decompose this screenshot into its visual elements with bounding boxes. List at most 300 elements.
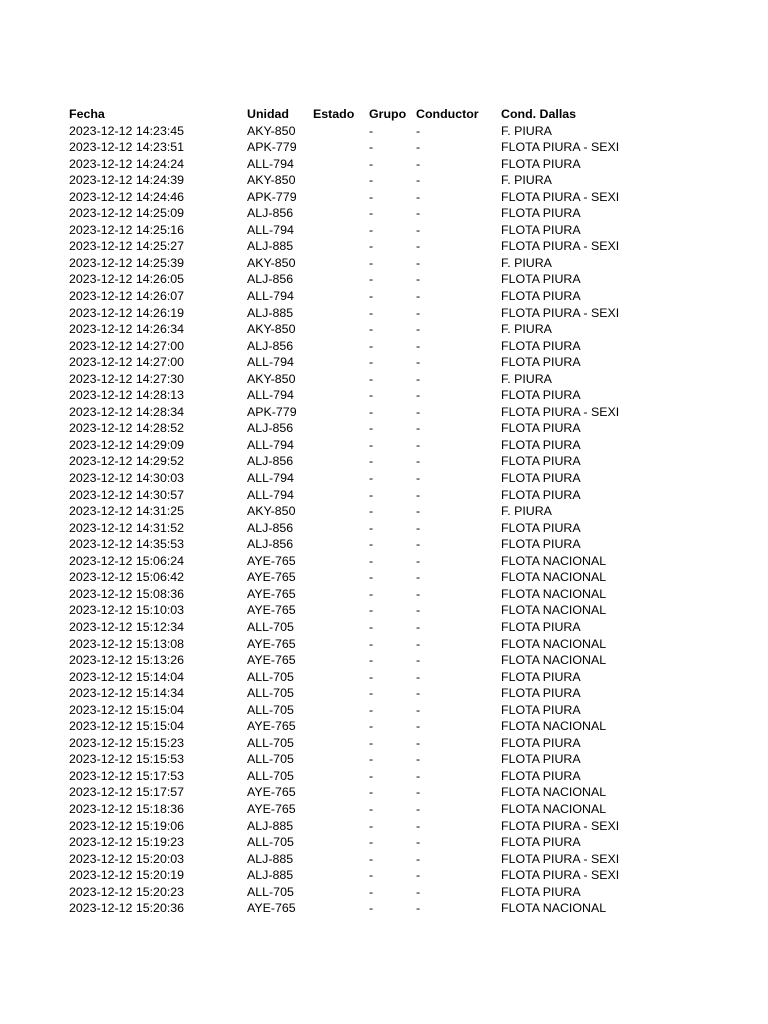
cell-unidad: AKY-850 [247,123,296,138]
table-row [69,222,631,239]
cell-unidad: AKY-850 [247,504,296,519]
cell-conductor: - [416,487,421,502]
cell-fecha: 2023-12-12 14:23:45 [69,123,185,138]
cell-estado [313,553,369,570]
cell-unidad: AYE-765 [247,719,296,734]
cell-fecha: 2023-12-12 14:29:52 [69,454,185,469]
cell-estado [313,884,369,901]
cell-grupo: - [369,156,374,171]
cell-conductor: - [416,156,421,171]
cell-conductor: - [416,537,421,552]
cell-cond-dallas: FLOTA NACIONAL [501,785,607,800]
table-row [69,834,631,851]
cell-cond-dallas: FLOTA PIURA [501,702,581,717]
cell-estado [313,636,369,653]
cell-grupo: - [369,140,374,155]
cell-fecha: 2023-12-12 15:15:04 [69,702,185,717]
cell-cond-dallas: FLOTA PIURA [501,355,581,370]
cell-grupo: - [369,404,374,419]
cell-fecha: 2023-12-12 14:26:19 [69,305,185,320]
header-estado: Estado [313,107,355,121]
cell-grupo: - [369,901,374,916]
cell-unidad: ALJ-856 [247,421,294,436]
cell-fecha: 2023-12-12 15:14:04 [69,669,185,684]
cell-fecha: 2023-12-12 14:25:09 [69,206,185,221]
cell-unidad: ALL-794 [247,355,294,370]
table-row [69,768,631,785]
cell-conductor: - [416,222,421,237]
cell-cond-dallas: FLOTA PIURA - SEXI [501,305,620,320]
cell-unidad: ALL-705 [247,752,294,767]
cell-unidad: AKY-850 [247,255,296,270]
cell-fecha: 2023-12-12 14:31:52 [69,520,185,535]
cell-cond-dallas: FLOTA PIURA [501,156,581,171]
cell-fecha: 2023-12-12 15:19:23 [69,835,185,850]
table-row [69,371,631,388]
cell-fecha: 2023-12-12 14:30:03 [69,471,185,486]
cell-cond-dallas: FLOTA PIURA - SEXI [501,851,620,866]
cell-cond-dallas: FLOTA NACIONAL [501,553,607,568]
events-table [69,106,631,917]
cell-conductor: - [416,338,421,353]
cell-conductor: - [416,636,421,651]
cell-unidad: ALJ-856 [247,454,294,469]
cell-unidad: ALJ-856 [247,520,294,535]
cell-fecha: 2023-12-12 14:23:51 [69,140,185,155]
cell-grupo: - [369,173,374,188]
cell-unidad: APK-779 [247,140,297,155]
cell-cond-dallas: FLOTA PIURA [501,206,581,221]
cell-estado [313,867,369,884]
cell-estado [313,205,369,222]
cell-unidad: AYE-765 [247,603,296,618]
cell-fecha: 2023-12-12 15:06:42 [69,570,185,585]
table-row [69,867,631,884]
cell-estado [313,784,369,801]
cell-unidad: AKY-850 [247,173,296,188]
cell-grupo: - [369,421,374,436]
cell-grupo: - [369,868,374,883]
cell-estado [313,768,369,785]
cell-conductor: - [416,851,421,866]
cell-grupo: - [369,355,374,370]
cell-fecha: 2023-12-12 14:27:30 [69,371,185,386]
cell-fecha: 2023-12-12 15:13:26 [69,653,185,668]
cell-fecha: 2023-12-12 14:27:00 [69,338,185,353]
cell-conductor: - [416,388,421,403]
cell-unidad: ALL-705 [247,686,294,701]
cell-conductor: - [416,471,421,486]
cell-grupo: - [369,255,374,270]
table-row [69,784,631,801]
cell-fecha: 2023-12-12 15:15:23 [69,735,185,750]
cell-conductor: - [416,702,421,717]
header-fecha: Fecha [69,107,105,121]
cell-cond-dallas: FLOTA PIURA [501,222,581,237]
cell-grupo: - [369,851,374,866]
cell-unidad: ALJ-885 [247,305,294,320]
cell-cond-dallas: FLOTA NACIONAL [501,719,607,734]
cell-conductor: - [416,437,421,452]
cell-cond-dallas: FLOTA PIURA - SEXI [501,140,620,155]
cell-cond-dallas: FLOTA PIURA - SEXI [501,189,620,204]
cell-cond-dallas: F. PIURA [501,371,552,386]
cell-unidad: AYE-765 [247,553,296,568]
cell-conductor: - [416,901,421,916]
cell-grupo: - [369,603,374,618]
cell-fecha: 2023-12-12 14:28:34 [69,404,185,419]
cell-grupo: - [369,272,374,287]
cell-cond-dallas: FLOTA PIURA [501,454,581,469]
cell-unidad: ALL-794 [247,156,294,171]
cell-unidad: ALL-794 [247,471,294,486]
cell-unidad: AKY-850 [247,371,296,386]
cell-conductor: - [416,768,421,783]
cell-unidad: ALL-705 [247,702,294,717]
cell-conductor: - [416,289,421,304]
table-row [69,685,631,702]
cell-fecha: 2023-12-12 15:20:36 [69,901,185,916]
cell-estado [313,271,369,288]
table-row [69,139,631,156]
table-row [69,851,631,868]
cell-estado [313,718,369,735]
table-row [69,437,631,454]
table-row [69,387,631,404]
cell-fecha: 2023-12-12 15:20:03 [69,851,185,866]
cell-fecha: 2023-12-12 14:29:09 [69,437,185,452]
cell-unidad: ALL-794 [247,388,294,403]
cell-grupo: - [369,653,374,668]
table-row [69,189,631,206]
cell-estado [313,437,369,454]
cell-estado [313,189,369,206]
cell-unidad: AYE-765 [247,653,296,668]
cell-conductor: - [416,719,421,734]
cell-grupo: - [369,669,374,684]
cell-grupo: - [369,471,374,486]
table-row [69,884,631,901]
cell-unidad: ALL-705 [247,884,294,899]
cell-fecha: 2023-12-12 14:24:24 [69,156,185,171]
cell-estado [313,735,369,752]
cell-fecha: 2023-12-12 15:19:06 [69,818,185,833]
cell-cond-dallas: FLOTA PIURA [501,421,581,436]
cell-fecha: 2023-12-12 15:13:08 [69,636,185,651]
table-row [69,718,631,735]
table-row [69,271,631,288]
cell-conductor: - [416,884,421,899]
cell-cond-dallas: F. PIURA [501,173,552,188]
cell-cond-dallas: FLOTA PIURA [501,471,581,486]
table-row [69,801,631,818]
cell-cond-dallas: F. PIURA [501,123,552,138]
cell-cond-dallas: FLOTA PIURA - SEXI [501,868,620,883]
cell-unidad: ALJ-856 [247,272,294,287]
cell-grupo: - [369,189,374,204]
table-row [69,420,631,437]
cell-grupo: - [369,305,374,320]
cell-grupo: - [369,206,374,221]
table-row [69,470,631,487]
cell-estado [313,371,369,388]
cell-fecha: 2023-12-12 14:31:25 [69,504,185,519]
table-row [69,536,631,553]
cell-cond-dallas: FLOTA PIURA [501,735,581,750]
cell-grupo: - [369,818,374,833]
cell-grupo: - [369,239,374,254]
cell-unidad: ALL-705 [247,669,294,684]
cell-estado [313,685,369,702]
cell-estado [313,569,369,586]
cell-unidad: ALL-705 [247,619,294,634]
cell-grupo: - [369,884,374,899]
table-row [69,586,631,603]
cell-cond-dallas: FLOTA PIURA [501,669,581,684]
table-header-row [69,106,631,123]
cell-estado [313,801,369,818]
cell-unidad: ALJ-856 [247,537,294,552]
cell-unidad: ALJ-856 [247,338,294,353]
header-grupo: Grupo [369,107,407,121]
table-row [69,619,631,636]
cell-conductor: - [416,586,421,601]
cell-fecha: 2023-12-12 15:08:36 [69,586,185,601]
cell-fecha: 2023-12-12 15:06:24 [69,553,185,568]
cell-fecha: 2023-12-12 15:15:04 [69,719,185,734]
cell-fecha: 2023-12-12 15:17:53 [69,768,185,783]
cell-cond-dallas: FLOTA PIURA - SEXI [501,818,620,833]
cell-unidad: ALL-705 [247,735,294,750]
cell-conductor: - [416,173,421,188]
table-row [69,669,631,686]
cell-estado [313,238,369,255]
cell-conductor: - [416,570,421,585]
cell-estado [313,139,369,156]
table-row [69,123,631,140]
cell-fecha: 2023-12-12 14:24:46 [69,189,185,204]
cell-conductor: - [416,818,421,833]
cell-grupo: - [369,785,374,800]
cell-cond-dallas: FLOTA PIURA [501,520,581,535]
cell-estado [313,305,369,322]
cell-unidad: AYE-765 [247,785,296,800]
table-row [69,503,631,520]
table-row [69,404,631,421]
cell-conductor: - [416,322,421,337]
cell-fecha: 2023-12-12 14:26:05 [69,272,185,287]
cell-conductor: - [416,504,421,519]
cell-conductor: - [416,272,421,287]
cell-grupo: - [369,801,374,816]
cell-estado [313,288,369,305]
cell-estado [313,586,369,603]
cell-unidad: AYE-765 [247,586,296,601]
cell-grupo: - [369,636,374,651]
cell-unidad: ALJ-885 [247,818,294,833]
table-row [69,487,631,504]
cell-estado [313,503,369,520]
cell-conductor: - [416,603,421,618]
cell-grupo: - [369,686,374,701]
table-row [69,702,631,719]
table-row [69,453,631,470]
cell-fecha: 2023-12-12 14:25:27 [69,239,185,254]
cell-unidad: ALL-794 [247,437,294,452]
table-row [69,338,631,355]
cell-grupo: - [369,702,374,717]
cell-estado [313,453,369,470]
cell-estado [313,487,369,504]
cell-grupo: - [369,520,374,535]
cell-conductor: - [416,686,421,701]
cell-conductor: - [416,123,421,138]
cell-estado [313,172,369,189]
cell-conductor: - [416,619,421,634]
cell-unidad: ALL-705 [247,835,294,850]
cell-conductor: - [416,189,421,204]
cell-grupo: - [369,835,374,850]
cell-conductor: - [416,520,421,535]
cell-estado [313,123,369,140]
cell-cond-dallas: FLOTA PIURA [501,619,581,634]
cell-estado [313,255,369,272]
cell-cond-dallas: FLOTA NACIONAL [501,901,607,916]
cell-estado [313,834,369,851]
cell-cond-dallas: FLOTA NACIONAL [501,603,607,618]
cell-cond-dallas: FLOTA PIURA [501,272,581,287]
cell-fecha: 2023-12-12 14:26:07 [69,289,185,304]
cell-cond-dallas: FLOTA PIURA - SEXI [501,239,620,254]
cell-fecha: 2023-12-12 14:27:00 [69,355,185,370]
table-row [69,553,631,570]
cell-cond-dallas: F. PIURA [501,322,552,337]
cell-estado [313,420,369,437]
cell-unidad: ALL-794 [247,222,294,237]
cell-conductor: - [416,653,421,668]
cell-conductor: - [416,371,421,386]
cell-grupo: - [369,768,374,783]
cell-conductor: - [416,752,421,767]
cell-estado [313,156,369,173]
cell-fecha: 2023-12-12 15:10:03 [69,603,185,618]
cell-estado [313,520,369,537]
cell-fecha: 2023-12-12 15:15:53 [69,752,185,767]
table-row [69,156,631,173]
cell-fecha: 2023-12-12 14:35:53 [69,537,185,552]
cell-conductor: - [416,206,421,221]
cell-fecha: 2023-12-12 14:28:13 [69,388,185,403]
cell-cond-dallas: F. PIURA [501,504,552,519]
cell-grupo: - [369,222,374,237]
cell-grupo: - [369,504,374,519]
cell-fecha: 2023-12-12 14:28:52 [69,421,185,436]
cell-estado [313,619,369,636]
cell-fecha: 2023-12-12 15:18:36 [69,801,185,816]
cell-cond-dallas: FLOTA PIURA [501,289,581,304]
cell-cond-dallas: FLOTA PIURA [501,338,581,353]
cell-estado [313,222,369,239]
cell-estado [313,321,369,338]
table-row [69,172,631,189]
cell-grupo: - [369,487,374,502]
cell-unidad: ALJ-885 [247,868,294,883]
cell-cond-dallas: FLOTA PIURA [501,388,581,403]
cell-cond-dallas: FLOTA PIURA [501,768,581,783]
table-row [69,321,631,338]
cell-conductor: - [416,404,421,419]
cell-estado [313,470,369,487]
cell-grupo: - [369,735,374,750]
cell-conductor: - [416,735,421,750]
cell-conductor: - [416,801,421,816]
cell-cond-dallas: FLOTA PIURA [501,437,581,452]
table-row [69,520,631,537]
table-row [69,652,631,669]
cell-cond-dallas: FLOTA PIURA [501,686,581,701]
cell-fecha: 2023-12-12 15:20:23 [69,884,185,899]
cell-unidad: ALJ-885 [247,239,294,254]
cell-conductor: - [416,553,421,568]
cell-estado [313,536,369,553]
cell-estado [313,851,369,868]
cell-estado [313,652,369,669]
cell-grupo: - [369,338,374,353]
table-row [69,636,631,653]
cell-conductor: - [416,454,421,469]
table-row [69,255,631,272]
cell-fecha: 2023-12-12 15:20:19 [69,868,185,883]
cell-fecha: 2023-12-12 15:17:57 [69,785,185,800]
table-body [69,123,631,917]
cell-conductor: - [416,140,421,155]
cell-conductor: - [416,305,421,320]
cell-fecha: 2023-12-12 14:25:16 [69,222,185,237]
cell-fecha: 2023-12-12 15:14:34 [69,686,185,701]
cell-unidad: AKY-850 [247,322,296,337]
cell-grupo: - [369,289,374,304]
cell-cond-dallas: F. PIURA [501,255,552,270]
cell-fecha: 2023-12-12 15:12:34 [69,619,185,634]
cell-conductor: - [416,239,421,254]
cell-grupo: - [369,570,374,585]
cell-grupo: - [369,123,374,138]
table-row [69,900,631,917]
cell-cond-dallas: FLOTA NACIONAL [501,570,607,585]
header-cond-dallas: Cond. Dallas [501,107,577,121]
cell-cond-dallas: FLOTA PIURA [501,752,581,767]
cell-conductor: - [416,785,421,800]
cell-fecha: 2023-12-12 14:26:34 [69,322,185,337]
cell-fecha: 2023-12-12 14:25:39 [69,255,185,270]
cell-estado [313,338,369,355]
table-row [69,818,631,835]
cell-cond-dallas: FLOTA PIURA [501,487,581,502]
cell-grupo: - [369,437,374,452]
cell-unidad: AYE-765 [247,901,296,916]
header-conductor: Conductor [416,107,479,121]
cell-grupo: - [369,371,374,386]
cell-cond-dallas: FLOTA PIURA [501,835,581,850]
cell-estado [313,387,369,404]
cell-unidad: AYE-765 [247,636,296,651]
cell-estado [313,751,369,768]
cell-conductor: - [416,835,421,850]
cell-fecha: 2023-12-12 14:24:39 [69,173,185,188]
table-row [69,238,631,255]
cell-unidad: APK-779 [247,404,297,419]
cell-unidad: ALJ-885 [247,851,294,866]
